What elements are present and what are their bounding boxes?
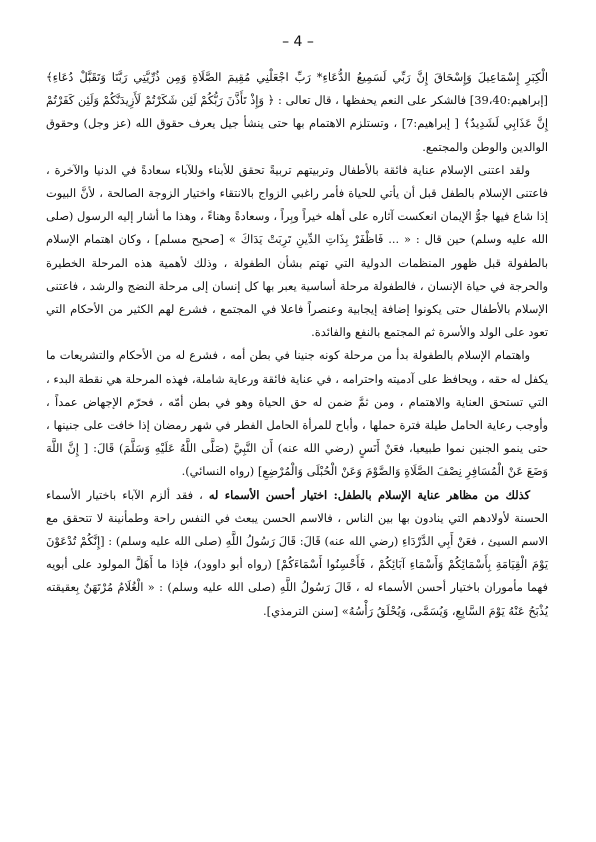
paragraph-4-heading: كذلك من مظاهر عناية الإسلام بالطفل: اختيار أحسن الأسماء له (208, 487, 530, 502)
paragraph-4-text: ، فقد ألزم الآباء باختيار الأسماء الحسنة لأولادهم التي ينادون بها بين الناس ، فالاسم الحسن يبعث في النفس راحة وطمأنينة لا تتحقق مع الاسم السيئ ، فعَنْ أَبِي الدَّرْدَاءِ (رضي الله عنه) قَالَ: قَالَ رَسُولُ اللَّهِ (صلى الله عليه وسلم) : [إِنَّكُمْ تُدْعَوْنَ يَوْمَ الْقِيَامَةِ بِأَسْمَائِكُمْ وَأَسْمَاءِ آبَائِكُمْ ، فَأَحْسِنُوا أَسْمَاءَكُمْ] (رواه أبو داوود)، فإذا ما أَهَلَّ المولود على أبويه فهما مأموران باختيار أحسن الأسماء له ، قَالَ رَسُولُ اللَّهِ (صلى الله عليه وسلم) : « الْغُلَامُ مُرْتَهَنٌ بِعقيقته يُذْبَحُ عَنْهُ يَوْمَ السَّابِعِ، وَيُسَمَّى، وَيُحْلَقُ رَأْسُهُ» [سنن الترمذي]. (46, 487, 548, 618)
page-number: – 4 – (282, 34, 314, 50)
paragraph-1: الْكِبَرِ إِسْمَاعِيلَ وَإِسْحَاقَ إِنَّ رَبِّي لَسَمِيعُ الدُّعَاءِ* رَبِّ اجْعَلْنِي مُقِيمَ الصَّلَاةِ وَمِن ذُرِّيَّتِي رَبَّنَا وَتَقَبَّلْ دُعَاءِ﴾ [إبراهيم:39،40] فالشكر على النعم يحفظها ، قال تعالى : ﴿ وَإِذْ تَأَذَّنَ رَبُّكُمْ لَئِن شَكَرْتُمْ لَأَزِيدَنَّكُمْ وَلَئِن كَفَرْتُمْ إِنَّ عَذَابِي لَشَدِيدٌ﴾ [ إبراهيم:7] ، وتستلزم الاهتمام بها حتى ينشأ جيل يعرف حقوق الله (عز وجل) وحقوق الوالدين والوطن والمجتمع. (46, 70, 548, 154)
body-text (46, 66, 548, 623)
paragraph-4 (46, 484, 548, 623)
paragraph-3: واهتمام الإسلام بالطفولة بدأ من مرحلة كونه جنينا في بطن أمه ، فشرع له من الأحكام والتشريعات ما يكفل له حقه ، ويحافظ على آدميته واحترامه ، في عناية فائقة ورعاية شاملة، فهذه المرحلة هي نقطة البدء ، التي تستحق العناية والاهتمام ، ومن ثمَّ ضمن له حق الحياة وهو في بطن أمّه ، فحرّم الإجهاض عمداً ، وأوجب رعاية الحامل طيلة فترة حملها ، وأباح للمرأة الحامل الفطر في شهر رمضان إذا خافت على جنينها ، حتى ينمو الجنين نموا طبيعيا، فعَنْ أَنَسٍ (رضي الله عنه) أَن النَّبِيَّ (صَلَّى اللَّهُ عَلَيْهِ وَسَلَّمَ) قَالَ: [ إِنَّ اللَّهَ وَضَعَ عَنْ الْمُسَافِرِ نِصْفَ الصَّلَاةِ وَالصَّوْمَ وَعَنْ الْحُبْلَى وَالْمُرْضِعِ] (رواه النسائي). (46, 348, 548, 479)
paragraph-2: ولقد اعتنى الإسلام عناية فائقة بالأطفال وتربيتهم تربيةً تحقق للأبناء وللآباء سعادةً في الدنيا والآخرة ، فاعتنى الإسلام بالطفل قبل أن يأتي للحياة فأمر راغبي الزواج بالانتقاء واختيار الزوجة الصالحة ، لأنَّ البيوت إذا شاع فيها جوُّ الإيمان انعكست آثاره على أهله خيراً وبِراً ، وسعادةً وهناءً ، وهذا ما أشار إليه الرسول (صلى الله عليه وسلم) حين قال : « ... فَاظْفَرْ بِذَاتِ الدِّينِ تَرِبَتْ يَدَاكَ » [صحيح مسلم] ، وكان اهتمام الإسلام بالطفولة قبل ظهور المنظمات الدولية التي تهتم بشأن الطفولة ، وذلك لأهمية هذه المرحلة الخطيرة والحرجة في حياة الإنسان ، فالطفولة مرحلة أساسية يعبر بها كل إنسان إلى مرحلة النضج والرشد ، فاعتنى الإسلام بالأطفال حتى يكونوا إضافة إيجابية وعنصراً فاعلا في المجتمع ، فشرع لهم الكثير من الأحكام التي تعود على الولد والأسرة ثم المجتمع بالنفع والفائدة. (46, 162, 548, 340)
